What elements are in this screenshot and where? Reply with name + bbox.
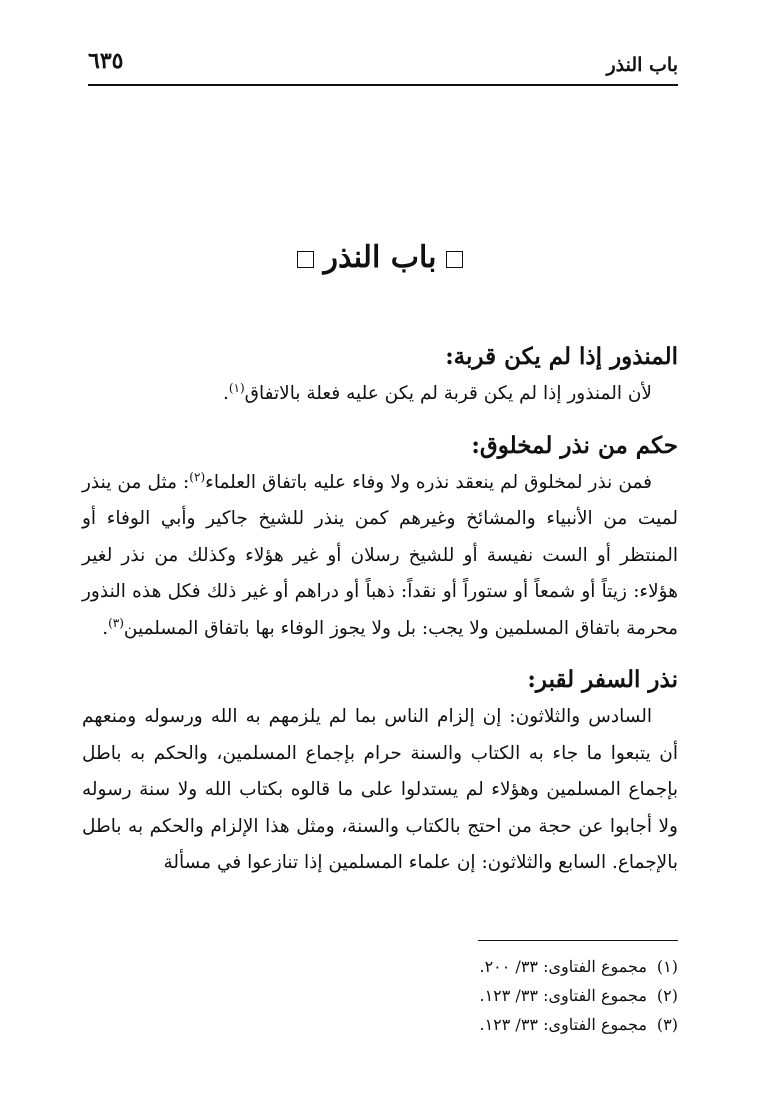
page-number: ٦٣٥ (88, 48, 124, 74)
square-ornament-icon (446, 251, 463, 268)
paragraph-text: لأن المنذور إذا لم يكن قربة لم يكن عليه فعلة بالاتفاق (244, 383, 652, 404)
footnote-number: (٣) (656, 1015, 678, 1034)
chapter-title (0, 240, 760, 275)
paragraph-text-tail: . (102, 617, 109, 639)
footnote-marker: (٢) (189, 469, 206, 484)
footnote-number: (١) (656, 957, 678, 976)
paragraph-text-tail: : مثل من ينذر لميت من الأنبياء والمشائخ وغيرهم كمن ينذر للشيخ جاكير وأبي الوفاء أو المنتظر أو الست نفيسة أو للشيخ رسلان أو غير هؤلاء وكذلك من نذر لغير هؤلاء: زيتاً أو شمعاً أو ستوراً أو نقداً: ذهباً أو دراهم أو غير ذلك فكل هذه النذور محرمة باتفاق المسلمين ولا يجب: بل ولا يجوز الوفاء بها باتفاق المسلمين (82, 471, 678, 639)
section-heading: المنذور إذا لم يكن قربة: (445, 343, 678, 370)
paragraph-text: السادس والثلاثون: إن إلزام الناس بما لم يلزمهم به الله ورسوله ومنعهم أن يتبعوا ما جاء به الكتاب والسنة حرام بإجماع المسلمين، والحكم به باطل بإجماع المسلمين وهؤلاء لم يستدلوا على ما قالوه بكتاب الله ولا سنة رسوله ولا أجابوا عن حجة من احتج بالكتاب والسنة، ومثل هذا الإلزام والحكم به باطل بالإجماع. السابع والثلاثون: إن علماء المسلمين إذا تنازعوا في مسألة (82, 706, 678, 873)
footnote-marker: (١) (228, 380, 245, 395)
paragraph (82, 699, 678, 882)
footnote-number: (٢) (656, 986, 678, 1005)
square-ornament-icon (297, 251, 314, 268)
paragraph (82, 376, 678, 413)
section-heading: حكم من نذر لمخلوق: (471, 431, 678, 459)
chapter-title-text: باب النذر (323, 240, 437, 275)
footnote (300, 981, 678, 1010)
footnotes (300, 952, 678, 1039)
paragraph-text: فمن نذر لمخلوق لم ينعقد نذره ولا وفاء عليه باتفاق العلماء (205, 471, 653, 493)
section-heading: نذر السفر لقبر: (527, 666, 678, 693)
running-header (88, 44, 678, 86)
paragraph-text-tail: . (222, 383, 229, 404)
footnote (300, 952, 678, 981)
footnote-text: مجموع الفتاوى: ٣٣/ ١٢٣. (479, 1015, 647, 1034)
footnote (300, 1010, 678, 1039)
footnote-text: مجموع الفتاوى: ٣٣/ ١٢٣. (479, 986, 647, 1005)
running-title: باب النذر (606, 54, 678, 76)
footnote-text: مجموع الفتاوى: ٣٣/ ٢٠٠. (479, 957, 647, 976)
footnote-marker: (٣) (108, 615, 124, 630)
paragraph (82, 465, 678, 648)
footnote-separator (478, 940, 678, 941)
main-text (82, 338, 678, 882)
